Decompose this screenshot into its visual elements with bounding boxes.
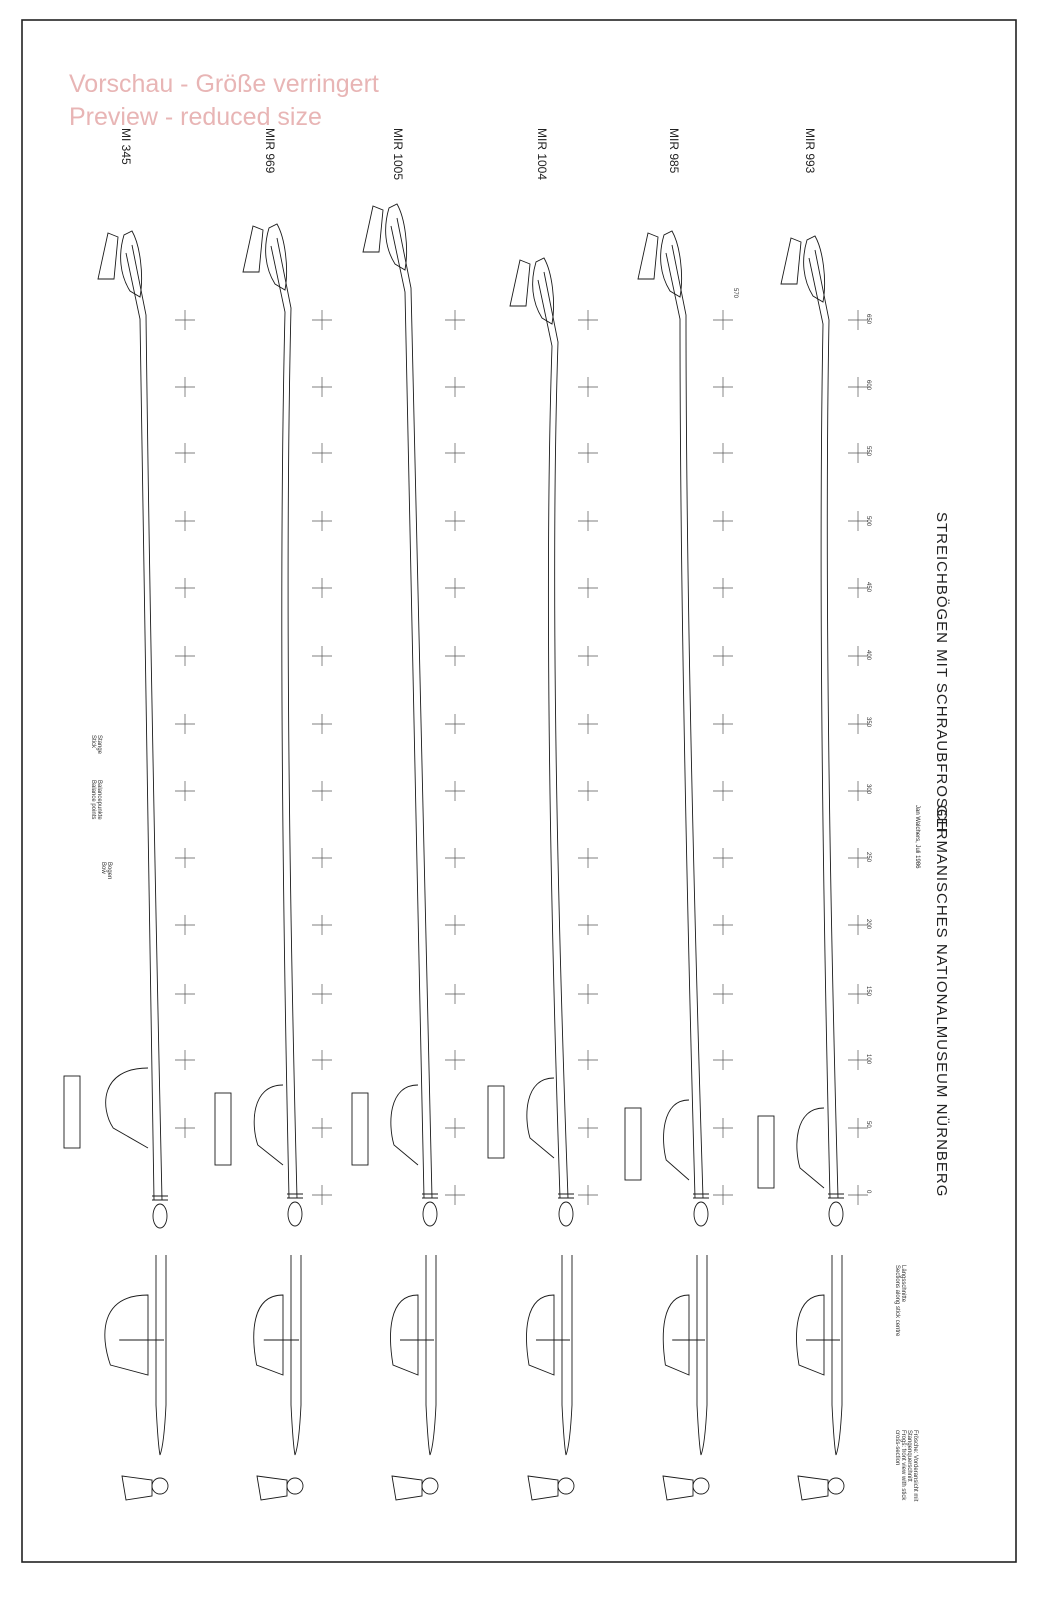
grid-cross-1-7 [175, 714, 195, 734]
bow-2-section-stick [291, 1255, 301, 1455]
grid-cross-3-14 [445, 1185, 465, 1205]
annotation-stick: Stange Stick [90, 735, 102, 755]
bow-5-section-frog [663, 1295, 689, 1375]
bow-4-section-stick [562, 1255, 572, 1455]
bow-label-1: MI 345 [119, 128, 133, 165]
bow-label-4: MIR 1004 [535, 128, 549, 181]
scale-mark-400: 400 [865, 650, 871, 661]
bow-3-button [423, 1202, 437, 1226]
bow-1-frog [106, 1068, 148, 1148]
bow-6-frog [797, 1108, 824, 1188]
annotation-bow: Bogen Bow [100, 862, 112, 880]
grid-cross-4-9 [578, 848, 598, 868]
grid-cross-2-3 [312, 443, 332, 463]
bow-1 [64, 231, 168, 1500]
grid-cross-4-11 [578, 984, 598, 1004]
grid-cross-1-3 [175, 443, 195, 463]
watermark-line-1: Vorschau - Größe verringert [69, 70, 379, 98]
grid-cross-1-1 [175, 310, 195, 330]
bow-3-tip-plate [363, 206, 383, 252]
bow-6-frog-front [798, 1476, 828, 1500]
annotation-balance-points: Balancepunkte Balance points [90, 780, 102, 820]
bow-5-frog [664, 1100, 689, 1180]
scale-mark-200: 200 [865, 919, 871, 930]
bow-1-button [153, 1204, 167, 1228]
bow-label-6: MIR 993 [803, 128, 817, 174]
grid-cross-2-11 [312, 984, 332, 1004]
grid-cross-6-14 [848, 1185, 868, 1205]
bow-6-stick-cross-section [828, 1478, 844, 1494]
grid-cross-3-3 [445, 443, 465, 463]
scale-mark-0: 0 [865, 1190, 871, 1194]
annotation-frogs: Frösche: Vorderansicht mit Stangenquerschnitt Frogs: front view with stick cross-section [894, 1430, 918, 1502]
bow-6-frog-slide [758, 1116, 774, 1188]
grid-cross-4-3 [578, 443, 598, 463]
grid-cross-2-14 [312, 1185, 332, 1205]
grid-cross-4-6 [578, 646, 598, 666]
bow-1-frog-slide [64, 1076, 80, 1148]
bow-2-tip-plate [243, 226, 263, 272]
tip-mark-570: 570 [732, 288, 738, 299]
grid-cross-5-1 [713, 310, 733, 330]
grid-cross-2-6 [312, 646, 332, 666]
grid-cross-2-1 [312, 310, 332, 330]
grid-cross-4-1 [578, 310, 598, 330]
grid-cross-5-2 [713, 377, 733, 397]
grid-cross-5-5 [713, 578, 733, 598]
bow-2-button [288, 1202, 302, 1226]
bow-6-section-frog [797, 1295, 824, 1375]
grid-cross-3-10 [445, 915, 465, 935]
bow-3-head [386, 204, 407, 270]
grid-cross-1-13 [175, 1118, 195, 1138]
grid-cross-1-12 [175, 1050, 195, 1070]
bow-3-stick [397, 218, 432, 1198]
grid-cross-3-9 [445, 848, 465, 868]
bow-3-stick-cross-section [422, 1478, 438, 1494]
grid-cross-4-14 [578, 1185, 598, 1205]
grid-cross-3-6 [445, 646, 465, 666]
bow-3-section-frog [391, 1295, 418, 1375]
grid-cross-4-12 [578, 1050, 598, 1070]
grid-cross-3-5 [445, 578, 465, 598]
bow-1-head [121, 231, 142, 297]
grid-cross-2-5 [312, 578, 332, 598]
bow-5-frog-slide [625, 1108, 641, 1180]
grid-cross-1-9 [175, 848, 195, 868]
bow-1-frog-front [122, 1476, 152, 1500]
bow-4-stick-inner [538, 280, 560, 1198]
bow-2-head [266, 224, 287, 290]
grid-cross-2-7 [312, 714, 332, 734]
reference-grid-crosses [175, 310, 868, 1205]
grid-cross-5-9 [713, 848, 733, 868]
drawing-institution: GERMANISCHES NATIONALMUSEUM NÜRNBERG [933, 805, 950, 1198]
bow-6-button [829, 1202, 843, 1226]
grid-cross-3-11 [445, 984, 465, 1004]
scale-mark-350: 350 [865, 717, 871, 728]
bow-1-section-frog [105, 1295, 148, 1375]
bow-5-stick [672, 245, 703, 1198]
grid-cross-4-13 [578, 1118, 598, 1138]
grid-cross-2-9 [312, 848, 332, 868]
bow-1-stick-cross-section [152, 1478, 168, 1494]
grid-cross-1-11 [175, 984, 195, 1004]
bow-5-tip-plate [638, 233, 658, 279]
grid-cross-5-8 [713, 781, 733, 801]
grid-cross-5-11 [713, 984, 733, 1004]
bow-2-stick-cross-section [287, 1478, 303, 1494]
grid-cross-2-8 [312, 781, 332, 801]
bow-4 [488, 258, 574, 1500]
bow-5-frog-front [663, 1476, 693, 1500]
watermark-line-2: Preview - reduced size [69, 103, 322, 131]
grid-cross-4-7 [578, 714, 598, 734]
bow-2-frog-slide [215, 1093, 231, 1165]
grid-cross-4-8 [578, 781, 598, 801]
scale-mark-150: 150 [865, 986, 871, 997]
bow-5-section-stick [697, 1255, 707, 1455]
scale-mark-550: 550 [865, 446, 871, 457]
grid-cross-1-4 [175, 511, 195, 531]
grid-cross-3-4 [445, 511, 465, 531]
scale-mark-50: 50 [865, 1121, 871, 1128]
bow-4-section-frog [527, 1295, 554, 1375]
bow-4-button [559, 1202, 573, 1226]
scale-mark-450: 450 [865, 582, 871, 593]
bow-4-frog-front [528, 1476, 558, 1500]
grid-cross-5-13 [713, 1118, 733, 1138]
grid-cross-2-10 [312, 915, 332, 935]
bow-5-head [661, 231, 682, 297]
bow-1-stick-inner [126, 253, 154, 1200]
bow-1-section-stick [156, 1255, 166, 1455]
bow-6-tip-plate [781, 238, 801, 284]
bow-3-frog-front [392, 1476, 422, 1500]
bow-5-stick-cross-section [693, 1478, 709, 1494]
grid-cross-2-12 [312, 1050, 332, 1070]
grid-cross-5-7 [713, 714, 733, 734]
scale-mark-600: 600 [865, 380, 871, 391]
bow-6-section-stick [832, 1255, 842, 1455]
bow-2-stick-inner [271, 246, 289, 1198]
grid-cross-1-5 [175, 578, 195, 598]
bow-3-stick-inner [391, 226, 424, 1198]
scale-mark-100: 100 [865, 1054, 871, 1065]
grid-cross-1-10 [175, 915, 195, 935]
bow-label-5: MIR 985 [667, 128, 681, 174]
grid-cross-4-10 [578, 915, 598, 935]
bow-2-frog-front [257, 1476, 287, 1500]
bow-3-frog [391, 1085, 418, 1165]
bow-3-section-stick [426, 1255, 436, 1455]
grid-cross-5-4 [713, 511, 733, 531]
bow-3 [352, 204, 438, 1500]
grid-cross-2-2 [312, 377, 332, 397]
grid-cross-3-2 [445, 377, 465, 397]
drawing-credit: Jan Walchers, Juli 1986 [914, 805, 920, 869]
grid-cross-5-12 [713, 1050, 733, 1070]
bow-4-tip-plate [510, 260, 530, 306]
grid-cross-1-2 [175, 377, 195, 397]
grid-cross-3-1 [445, 310, 465, 330]
scale-mark-650: 650 [865, 314, 871, 325]
grid-cross-3-8 [445, 781, 465, 801]
bow-4-head [533, 258, 554, 324]
bow-2-frog [254, 1085, 283, 1165]
grid-cross-2-4 [312, 511, 332, 531]
grid-cross-5-14 [713, 1185, 733, 1205]
grid-cross-1-6 [175, 646, 195, 666]
grid-cross-5-6 [713, 646, 733, 666]
bow-1-stick [132, 245, 162, 1200]
bow-4-stick-cross-section [558, 1478, 574, 1494]
bow-3-frog-slide [352, 1093, 368, 1165]
grid-cross-2-13 [312, 1118, 332, 1138]
bow-6-stick-inner [809, 258, 830, 1198]
bow-1-tip-plate [98, 233, 118, 279]
bow-6-head [804, 236, 825, 302]
scale-mark-250: 250 [865, 852, 871, 863]
grid-cross-5-10 [713, 915, 733, 935]
grid-cross-3-7 [445, 714, 465, 734]
grid-cross-4-4 [578, 511, 598, 531]
bow-4-frog [527, 1078, 554, 1158]
bow-6 [758, 236, 844, 1500]
grid-cross-3-12 [445, 1050, 465, 1070]
scale-mark-500: 500 [865, 516, 871, 527]
bow-label-2: MIR 969 [263, 128, 277, 174]
bow-2-section-frog [254, 1295, 283, 1375]
bow-2-stick [277, 238, 297, 1198]
grid-cross-4-2 [578, 377, 598, 397]
bow-label-3: MIR 1005 [391, 128, 405, 181]
grid-cross-4-5 [578, 578, 598, 598]
bow-5 [625, 231, 709, 1500]
bow-2 [215, 224, 303, 1500]
annotation-sections: Längsschnitte Sections along stick centre [894, 1265, 906, 1337]
grid-cross-5-3 [713, 443, 733, 463]
grid-cross-1-8 [175, 781, 195, 801]
scale-mark-300: 300 [865, 784, 871, 795]
bow-4-frog-slide [488, 1086, 504, 1158]
drawing-title: STREICHBÖGEN MIT SCHRAUBFROSCH [933, 512, 950, 833]
bow-5-button [694, 1202, 708, 1226]
grid-cross-3-13 [445, 1118, 465, 1138]
bow-drawings [64, 204, 844, 1500]
